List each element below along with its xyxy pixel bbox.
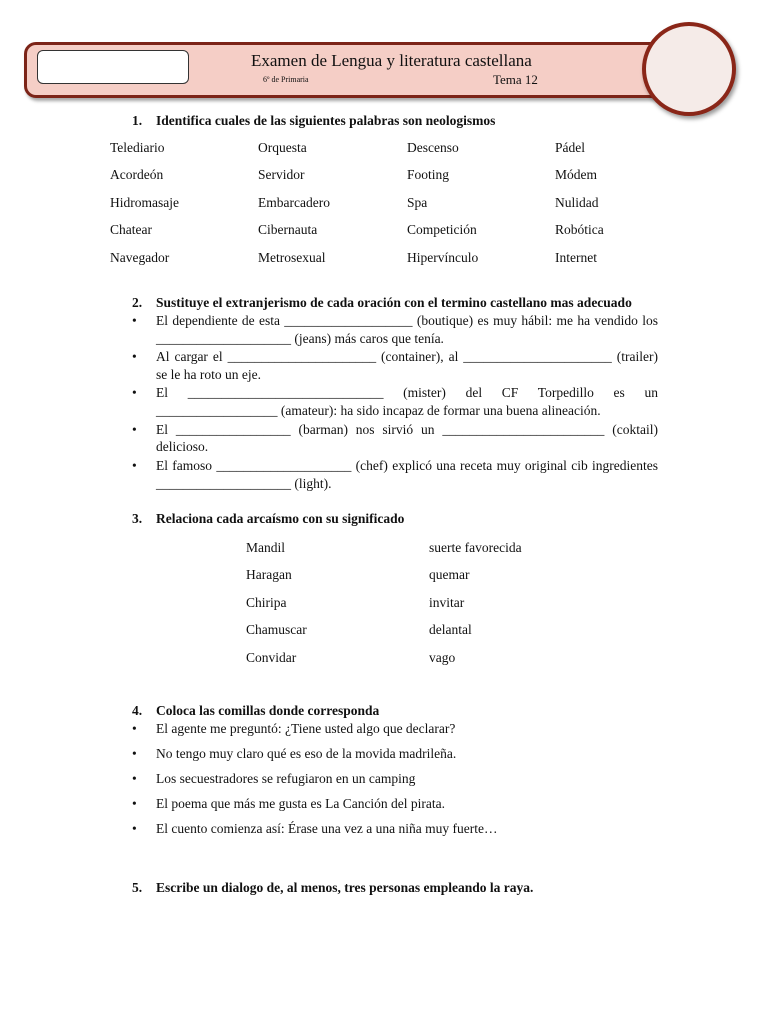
list-item: • El _________________ (barman) nos sirvió un ________________________ (coktail) delicioso. xyxy=(132,421,658,455)
question-3-title: 3. Relaciona cada arcaísmo con su significado xyxy=(132,511,405,526)
list-item: • El dependiente de esta ___________________ (boutique) es muy hábil: me ha vendido los ____________________ (jeans) más caros que tenía. xyxy=(132,313,658,346)
bullet-icon: • xyxy=(132,385,137,401)
bullet-icon: • xyxy=(132,820,137,836)
archaism-word: Chiripa xyxy=(246,594,287,610)
meaning-word: suerte favorecida xyxy=(429,540,522,555)
question-2-title: 2. Sustituye el extranjerismo de cada oración con el termino castellano mas adecuado xyxy=(132,295,632,310)
word: Navegador xyxy=(110,249,170,265)
word-row xyxy=(110,167,670,194)
bullet-icon: • xyxy=(132,721,137,736)
list-item: • El agente me preguntó: ¿Tiene usted algo que declarar? xyxy=(132,721,456,736)
list-item: • El cuento comienza así: Érase una vez a una niña muy fuerte… xyxy=(132,820,498,836)
meaning-word: invitar xyxy=(429,594,465,610)
bullet-icon: • xyxy=(132,770,137,786)
word: Hidromasaje xyxy=(110,194,179,210)
neologism-word-grid xyxy=(110,140,670,277)
word: Cibernauta xyxy=(258,222,318,238)
list-item: • El poema que más me gusta es La Canción del pirata. xyxy=(132,795,446,811)
meaning-column xyxy=(429,540,629,677)
question-4-title: 4. Coloca las comillas donde corresponda xyxy=(132,703,380,718)
word: Acordeón xyxy=(110,167,164,183)
bullet-icon: • xyxy=(132,421,137,437)
archaism-word: Mandil xyxy=(246,540,285,555)
meaning-word: vago xyxy=(429,649,456,665)
bullet-icon: • xyxy=(132,795,137,811)
bullet-icon: • xyxy=(132,457,137,473)
list-item: • El famoso ____________________ (chef) explicó una receta muy original cib ingredientes ____________________ (light). xyxy=(132,457,658,491)
question-2-list xyxy=(132,312,658,493)
grade-label: 6º de Primaria xyxy=(263,75,309,84)
archaism-word: Haragan xyxy=(246,567,292,583)
score-circle[interactable] xyxy=(642,22,736,116)
bullet-icon: • xyxy=(132,349,137,365)
bullet-icon: • xyxy=(132,313,137,328)
word: Nulidad xyxy=(555,194,599,210)
exam-header xyxy=(24,42,670,98)
meaning-word: delantal xyxy=(429,622,472,638)
word: Módem xyxy=(555,167,597,183)
word: Footing xyxy=(407,167,450,183)
word: Embarcadero xyxy=(258,194,330,210)
list-item: • Los secuestradores se refugiaron en un camping xyxy=(132,770,416,786)
word: Servidor xyxy=(258,167,305,183)
word: Orquesta xyxy=(258,140,307,155)
question-5-title: 5. Escribe un dialogo de, al menos, tres personas empleando la raya. xyxy=(132,880,534,895)
word: Chatear xyxy=(110,222,152,238)
list-item: • El _____________________________ (mister) del CF Torpedillo es un __________________ (amateur): ha sido incapaz de formar una buena alineación. xyxy=(132,385,658,419)
word-row xyxy=(110,195,670,222)
word: Pádel xyxy=(555,140,585,155)
archaism-word: Chamuscar xyxy=(246,622,307,638)
exam-title: Examen de Lengua y literatura castellana xyxy=(251,51,532,70)
word: Internet xyxy=(555,249,597,265)
list-item: • No tengo muy claro qué es eso de la movida madrileña. xyxy=(132,745,457,761)
archaism-word: Convidar xyxy=(246,649,297,665)
word: Descenso xyxy=(407,140,459,155)
word-row xyxy=(110,140,670,167)
list-item: • Al cargar el ______________________ (container), al ______________________ (trailer) se le ha roto un eje. xyxy=(132,349,658,382)
tema-label: Tema 12 xyxy=(493,72,538,87)
question-4-list xyxy=(132,720,658,845)
word: Telediario xyxy=(110,140,165,155)
bullet-icon: • xyxy=(132,745,137,761)
student-name-box[interactable] xyxy=(37,50,189,84)
word: Spa xyxy=(407,194,428,210)
word-row xyxy=(110,222,670,249)
meaning-word: quemar xyxy=(429,567,470,583)
archaism-column xyxy=(246,540,446,677)
word: Hipervínculo xyxy=(407,249,479,265)
word: Metrosexual xyxy=(258,249,326,265)
word-row xyxy=(110,250,670,277)
word: Robótica xyxy=(555,222,604,238)
word: Competición xyxy=(407,222,477,238)
question-1-title: 1. Identifica cuales de las siguientes palabras son neologismos xyxy=(132,113,496,128)
